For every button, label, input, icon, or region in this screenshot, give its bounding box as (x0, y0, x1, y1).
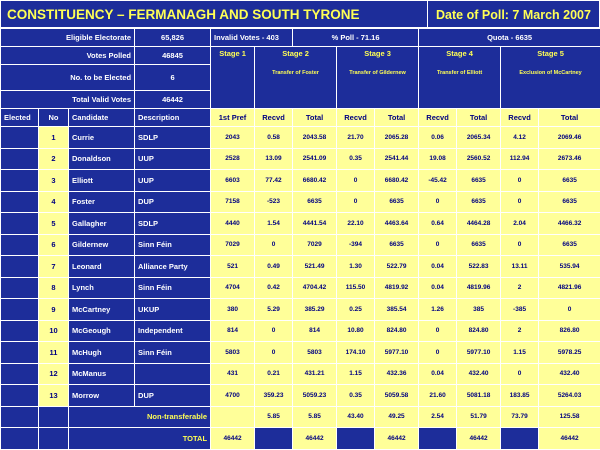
vote-cell: 2560.52 (457, 148, 501, 170)
vote-cell: 6635 (457, 170, 501, 192)
candidate-no: 10 (39, 320, 69, 342)
vote-cell: 521 (211, 256, 255, 278)
vote-cell: 1.15 (337, 363, 375, 385)
vote-cell: -45.42 (419, 170, 457, 192)
candidate-description: Sinn Féin (135, 342, 211, 364)
vote-cell: 1.15 (501, 342, 539, 364)
elected-cell (1, 148, 39, 170)
stage-1-header: Stage 1 (211, 47, 255, 109)
votes-polled-value: 46845 (135, 47, 211, 65)
col-recvd: Recvd (255, 109, 293, 127)
vote-cell: 6680.42 (293, 170, 337, 192)
vote-cell: 5.29 (255, 299, 293, 321)
constituency-title: CONSTITUENCY – FERMANAGH AND SOUTH TYRONE (0, 0, 428, 28)
candidate-description: DUP (135, 385, 211, 407)
vote-cell: 4821.96 (539, 277, 600, 299)
vote-cell: 0 (501, 363, 539, 385)
table-row (1, 277, 600, 299)
valid-votes-value: 46442 (135, 91, 211, 109)
vote-cell: 824.80 (457, 320, 501, 342)
col-recvd: Recvd (337, 109, 375, 127)
table-row (1, 342, 600, 364)
table-row (1, 299, 600, 321)
candidate-name: Elliott (69, 170, 135, 192)
votes-polled-label: Votes Polled (1, 47, 135, 65)
results-table (0, 28, 600, 450)
vote-cell: 432.40 (539, 363, 600, 385)
candidate-description: UUP (135, 148, 211, 170)
quota-value: 6635 (515, 33, 533, 42)
vote-cell: 0.49 (255, 256, 293, 278)
vote-cell: 5977.10 (375, 342, 419, 364)
table-row (1, 320, 600, 342)
col-total: Total (457, 109, 501, 127)
vote-cell: 2541.09 (293, 148, 337, 170)
vote-cell: 0 (419, 320, 457, 342)
vote-cell: 2 (501, 320, 539, 342)
invalid-label: Invalid Votes - (214, 33, 265, 42)
vote-cell: 19.08 (419, 148, 457, 170)
vote-cell: 5059.23 (293, 385, 337, 407)
nt-cell: 5.85 (293, 406, 337, 428)
candidate-name: McGeough (69, 320, 135, 342)
vote-cell: 522.79 (375, 256, 419, 278)
candidate-no: 6 (39, 234, 69, 256)
elected-cell (1, 191, 39, 213)
vote-cell: 0 (419, 342, 457, 364)
stage-5-header: Stage 5 Exclusion of McCartney (501, 47, 600, 109)
vote-cell: 6635 (375, 191, 419, 213)
vote-cell: 2043 (211, 127, 255, 149)
candidate-description (135, 363, 211, 385)
vote-cell: 4.12 (501, 127, 539, 149)
quota-label: Quota - (487, 33, 514, 42)
vote-cell: 0 (255, 320, 293, 342)
nt-cell: 51.79 (457, 406, 501, 428)
total-cell: 46442 (293, 428, 337, 450)
vote-cell: 5803 (211, 342, 255, 364)
vote-cell: 0 (255, 234, 293, 256)
elected-cell (1, 127, 39, 149)
vote-cell: 5977.10 (457, 342, 501, 364)
total-cell (255, 428, 293, 450)
col-total: Total (539, 109, 600, 127)
col-candidate: Candidate (69, 109, 135, 127)
candidate-no: 11 (39, 342, 69, 364)
nt-cell: 5.85 (255, 406, 293, 428)
col-total: Total (375, 109, 419, 127)
vote-cell: 814 (211, 320, 255, 342)
vote-cell: 6635 (539, 234, 600, 256)
electorate-value: 65,826 (135, 29, 211, 47)
elected-cell (1, 256, 39, 278)
candidate-no: 13 (39, 385, 69, 407)
vote-cell: -385 (501, 299, 539, 321)
vote-cell: 6635 (375, 234, 419, 256)
vote-cell: 0.21 (255, 363, 293, 385)
vote-cell: 77.42 (255, 170, 293, 192)
vote-cell: 4704 (211, 277, 255, 299)
candidate-no: 5 (39, 213, 69, 235)
vote-cell: 6635 (457, 234, 501, 256)
candidate-description: UKUP (135, 299, 211, 321)
vote-cell: 4440 (211, 213, 255, 235)
vote-cell: 359.23 (255, 385, 293, 407)
vote-cell: 21.60 (419, 385, 457, 407)
vote-cell: 385 (457, 299, 501, 321)
nt-cell: 43.40 (337, 406, 375, 428)
vote-cell: 0 (337, 191, 375, 213)
vote-cell: 7029 (211, 234, 255, 256)
candidate-name: Donaldson (69, 148, 135, 170)
candidate-name: McCartney (69, 299, 135, 321)
candidate-no: 8 (39, 277, 69, 299)
total-cell: 46442 (211, 428, 255, 450)
vote-cell: 431 (211, 363, 255, 385)
vote-cell: 2065.28 (375, 127, 419, 149)
vote-cell: 0 (501, 234, 539, 256)
vote-cell: 826.80 (539, 320, 600, 342)
poll-date: Date of Poll: 7 March 2007 (428, 0, 600, 28)
vote-cell: 380 (211, 299, 255, 321)
nt-cell: 49.25 (375, 406, 419, 428)
table-row (1, 148, 600, 170)
vote-cell: 521.49 (293, 256, 337, 278)
elected-cell (1, 277, 39, 299)
vote-cell: 385.54 (375, 299, 419, 321)
vote-cell: 0 (419, 234, 457, 256)
elected-cell (1, 363, 39, 385)
candidate-name: Foster (69, 191, 135, 213)
total-cell (337, 428, 375, 450)
table-row (1, 127, 600, 149)
candidate-no: 3 (39, 170, 69, 192)
table-row (1, 363, 600, 385)
elected-cell (1, 385, 39, 407)
vote-cell: 13.11 (501, 256, 539, 278)
stage-4-header: Stage 4 Transfer of Elliott (419, 47, 501, 109)
candidate-no: 1 (39, 127, 69, 149)
candidate-no: 2 (39, 148, 69, 170)
vote-cell: 4441.54 (293, 213, 337, 235)
col-first-pref: 1st Pref (211, 109, 255, 127)
col-elected: Elected (1, 109, 39, 127)
vote-cell: 22.10 (337, 213, 375, 235)
vote-cell: 0.25 (337, 299, 375, 321)
vote-cell: 814 (293, 320, 337, 342)
nontransferable-label: Non-transferable (69, 406, 211, 428)
candidate-no: 9 (39, 299, 69, 321)
elected-cell (1, 213, 39, 235)
candidate-description: Independent (135, 320, 211, 342)
vote-cell: 432.36 (375, 363, 419, 385)
vote-cell: 5264.03 (539, 385, 600, 407)
candidate-name: Currie (69, 127, 135, 149)
vote-cell: 0 (337, 170, 375, 192)
total-cell: 46442 (539, 428, 600, 450)
nt-cell: 2.54 (419, 406, 457, 428)
col-recvd: Recvd (501, 109, 539, 127)
vote-cell: 385.29 (293, 299, 337, 321)
vote-cell: 112.94 (501, 148, 539, 170)
vote-cell: 2 (501, 277, 539, 299)
candidate-description: Sinn Féin (135, 234, 211, 256)
vote-cell: 6635 (457, 191, 501, 213)
col-recvd: Recvd (419, 109, 457, 127)
vote-cell: 0.35 (337, 148, 375, 170)
vote-cell: 0.58 (255, 127, 293, 149)
vote-cell: 2528 (211, 148, 255, 170)
vote-cell: 0 (419, 191, 457, 213)
vote-cell: 1.54 (255, 213, 293, 235)
vote-cell: 1.30 (337, 256, 375, 278)
to-elect-label: No. to be Elected (1, 65, 135, 91)
vote-cell: 0.42 (255, 277, 293, 299)
vote-cell: 174.10 (337, 342, 375, 364)
electorate-label: Eligible Electorate (1, 29, 135, 47)
candidate-name: Gildernew (69, 234, 135, 256)
vote-cell: 4704.42 (293, 277, 337, 299)
vote-cell: 6635 (539, 191, 600, 213)
vote-cell: 4819.92 (375, 277, 419, 299)
total-cell: 46442 (375, 428, 419, 450)
vote-cell: 522.83 (457, 256, 501, 278)
vote-cell: 6635 (293, 191, 337, 213)
candidate-no: 12 (39, 363, 69, 385)
candidate-name: Leonard (69, 256, 135, 278)
candidate-description: SDLP (135, 213, 211, 235)
poll-pct-value: 71.16 (360, 33, 380, 42)
vote-cell: 2043.58 (293, 127, 337, 149)
elected-cell (1, 234, 39, 256)
candidate-name: McManus (69, 363, 135, 385)
candidate-description: Alliance Party (135, 256, 211, 278)
table-row (1, 170, 600, 192)
invalid-value: 403 (266, 33, 279, 42)
vote-cell: 6680.42 (375, 170, 419, 192)
vote-cell: 4700 (211, 385, 255, 407)
vote-cell: 0 (501, 170, 539, 192)
vote-cell: 535.94 (539, 256, 600, 278)
vote-cell: 21.70 (337, 127, 375, 149)
candidate-name: Lynch (69, 277, 135, 299)
stage-2-header: Stage 2 Transfer of Foster (255, 47, 337, 109)
vote-cell: 4819.96 (457, 277, 501, 299)
elected-cell (1, 299, 39, 321)
total-cell (501, 428, 539, 450)
vote-cell: 0 (539, 299, 600, 321)
vote-cell: 0 (255, 342, 293, 364)
table-row (1, 385, 600, 407)
vote-cell: -394 (337, 234, 375, 256)
vote-cell: 10.80 (337, 320, 375, 342)
candidate-description: SDLP (135, 127, 211, 149)
col-no: No (39, 109, 69, 127)
vote-cell: 5081.18 (457, 385, 501, 407)
vote-cell: 0 (501, 191, 539, 213)
total-cell (419, 428, 457, 450)
candidate-name: Morrow (69, 385, 135, 407)
vote-cell: 2541.44 (375, 148, 419, 170)
vote-cell: 183.85 (501, 385, 539, 407)
vote-cell: 7029 (293, 234, 337, 256)
vote-cell: 115.50 (337, 277, 375, 299)
vote-cell: 5059.58 (375, 385, 419, 407)
candidate-description: UUP (135, 170, 211, 192)
vote-cell: 431.21 (293, 363, 337, 385)
elected-cell (1, 342, 39, 364)
valid-votes-label: Total Valid Votes (1, 91, 135, 109)
poll-pct-label: % Poll - (331, 33, 359, 42)
total-cell: 46442 (457, 428, 501, 450)
vote-cell: 0.04 (419, 256, 457, 278)
col-total: Total (293, 109, 337, 127)
stage-3-header: Stage 3 Transfer of Gildernew (337, 47, 419, 109)
vote-cell: 432.40 (457, 363, 501, 385)
vote-cell: 2065.34 (457, 127, 501, 149)
vote-cell: 2069.46 (539, 127, 600, 149)
candidate-name: Gallagher (69, 213, 135, 235)
vote-cell: 6635 (539, 170, 600, 192)
candidate-no: 4 (39, 191, 69, 213)
elected-cell (1, 170, 39, 192)
table-row (1, 256, 600, 278)
vote-cell: 5803 (293, 342, 337, 364)
vote-cell: -523 (255, 191, 293, 213)
to-elect-value: 6 (135, 65, 211, 91)
vote-cell: 2.04 (501, 213, 539, 235)
candidate-description: Sinn Féin (135, 277, 211, 299)
vote-cell: 2673.46 (539, 148, 600, 170)
nt-cell: 125.58 (539, 406, 600, 428)
vote-cell: 13.09 (255, 148, 293, 170)
candidate-name: McHugh (69, 342, 135, 364)
vote-cell: 7158 (211, 191, 255, 213)
nt-cell (211, 406, 255, 428)
table-row (1, 234, 600, 256)
vote-cell: 4463.64 (375, 213, 419, 235)
nt-cell: 73.79 (501, 406, 539, 428)
candidate-description: DUP (135, 191, 211, 213)
vote-cell: 0.04 (419, 277, 457, 299)
vote-cell: 1.26 (419, 299, 457, 321)
table-row (1, 213, 600, 235)
total-label: TOTAL (69, 428, 211, 450)
candidate-no: 7 (39, 256, 69, 278)
vote-cell: 0.64 (419, 213, 457, 235)
vote-cell: 5978.25 (539, 342, 600, 364)
vote-cell: 4466.32 (539, 213, 600, 235)
vote-cell: 0.35 (337, 385, 375, 407)
table-row (1, 191, 600, 213)
vote-cell: 4464.28 (457, 213, 501, 235)
vote-cell: 6603 (211, 170, 255, 192)
col-description: Description (135, 109, 211, 127)
vote-cell: 824.80 (375, 320, 419, 342)
vote-cell: 0.06 (419, 127, 457, 149)
vote-cell: 0.04 (419, 363, 457, 385)
elected-cell (1, 320, 39, 342)
title-bar (0, 0, 600, 28)
